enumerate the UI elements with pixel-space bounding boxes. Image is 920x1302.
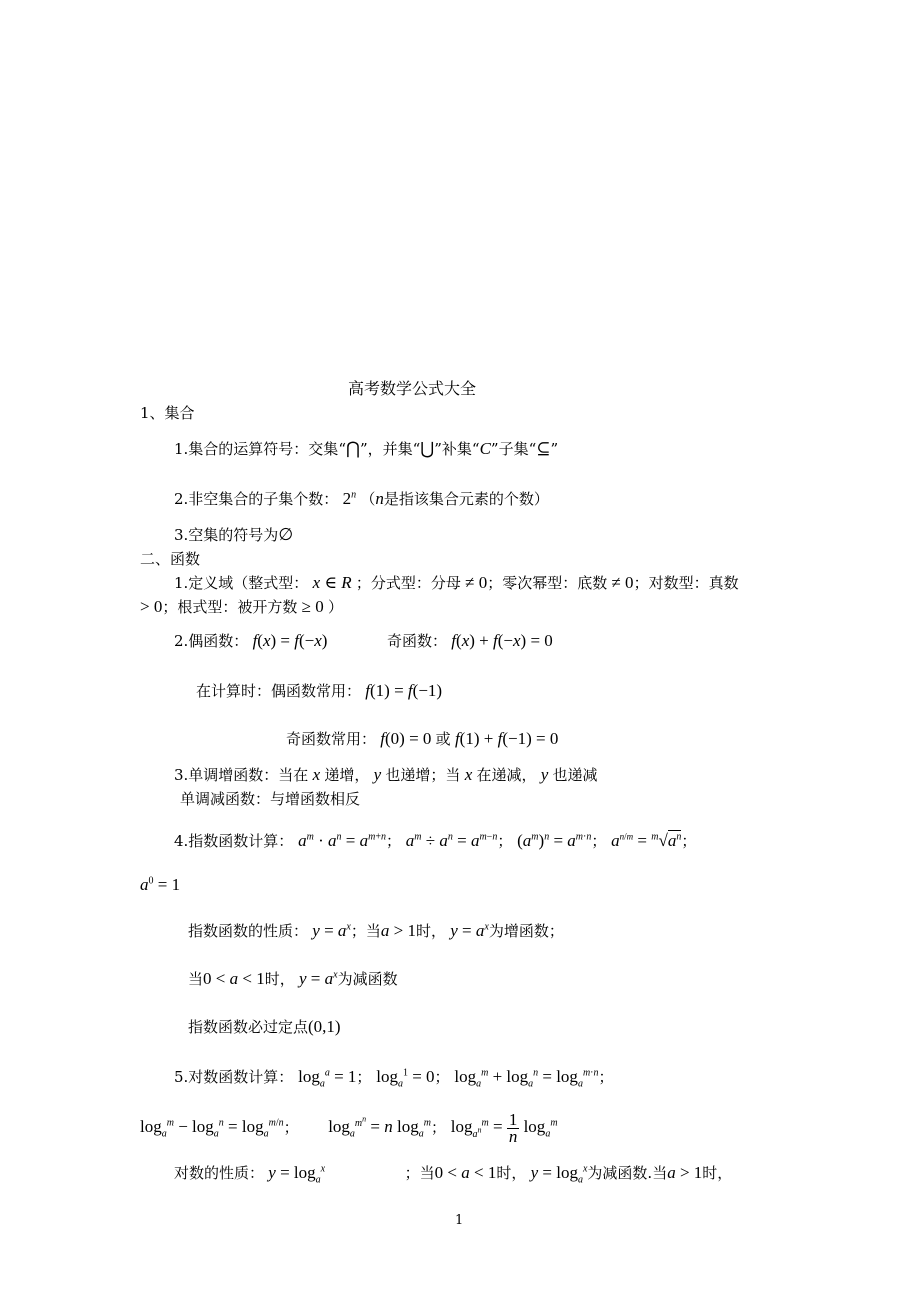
fixed-point-line: 指数函数必过定点(0,1) — [188, 1017, 341, 1036]
page-number: 1 — [455, 1213, 464, 1228]
odd-calc-line: 奇函数常用： f(0) = 0 或 f(1) + f(−1) = 0 — [286, 729, 559, 748]
even-odd-line: 2.偶函数： f(x) = f(−x) 奇函数： f(x) + f(−x) = 0 — [174, 631, 553, 650]
subset-count-line: 2.非空集合的子集个数： 2$^n$ （n是指该集合元素的个数） — [174, 489, 549, 508]
monotone-line-1: 3.单调增函数：当在 x 递增， y 也递增；当 x 在递减， y 也递减 — [174, 765, 598, 784]
exp-property-line: 指数函数的性质： $y = a^x$；当a > 1时， $y = a^x$为增函数； — [188, 921, 564, 940]
domain-line-1: 1.定义域（整式型： x ∈ R ；分式型：分母 ≠ 0；零次幂型：底数 ≠ 0；对数型：真数 — [174, 573, 739, 592]
domain-line-2: > 0；根式型：被开方数 ≥ 0 ） — [140, 597, 343, 616]
log-rules-line-1: 5.对数函数计算： $\log_a^a = 1$； $\log_a^1 = 0$； $\log_a^m + \log_a^n = \log_a^{m\cdot n}$； — [174, 1067, 614, 1090]
page-title: 高考数学公式大全 — [348, 379, 477, 398]
exponent-rules-line: 4.指数函数计算： $a^m \cdot a^n = a^{m+n}$； $a^m \div a^n = a^{m-n}$； $(a^m)^n = a^{m\cdot n}$； $a^{n/m} = ^m√a^n$； — [174, 831, 697, 850]
log-property-line: 对数的性质： $y = \log_a^x$ ；当0 < a < 1时， $y = \log_a^x$为减函数.当a > 1时， — [174, 1163, 733, 1186]
monotone-line-2: 单调减函数：与增函数相反 — [180, 790, 361, 808]
section-heading-sets: 1、集合 — [140, 404, 195, 422]
empty-set-line: 3.空集的符号为∅ — [174, 525, 294, 544]
even-calc-line: 在计算时：偶函数常用： f(1) = f(−1) — [196, 681, 443, 700]
exp-decreasing-line: 当0 < a < 1时， $y = a^x$为减函数 — [188, 969, 398, 988]
zero-exponent-line: $a^0 = 1$ — [140, 875, 181, 894]
log-rules-line-2: $\log_a^m - \log_a^n = \log_a^{m/n}$； $\log_a^{m^n} = n$ $\log_a^m$； $\log_{a^n}^m$ = $\frac{1}{n}$ $\log_a^m$ — [140, 1110, 558, 1146]
set-operators-line: 1.集合的运算符号：交集“⋂”，并集“⋃”补集“C”子集“⊆” — [174, 439, 559, 458]
section-heading-functions: 二、函数 — [140, 550, 201, 568]
